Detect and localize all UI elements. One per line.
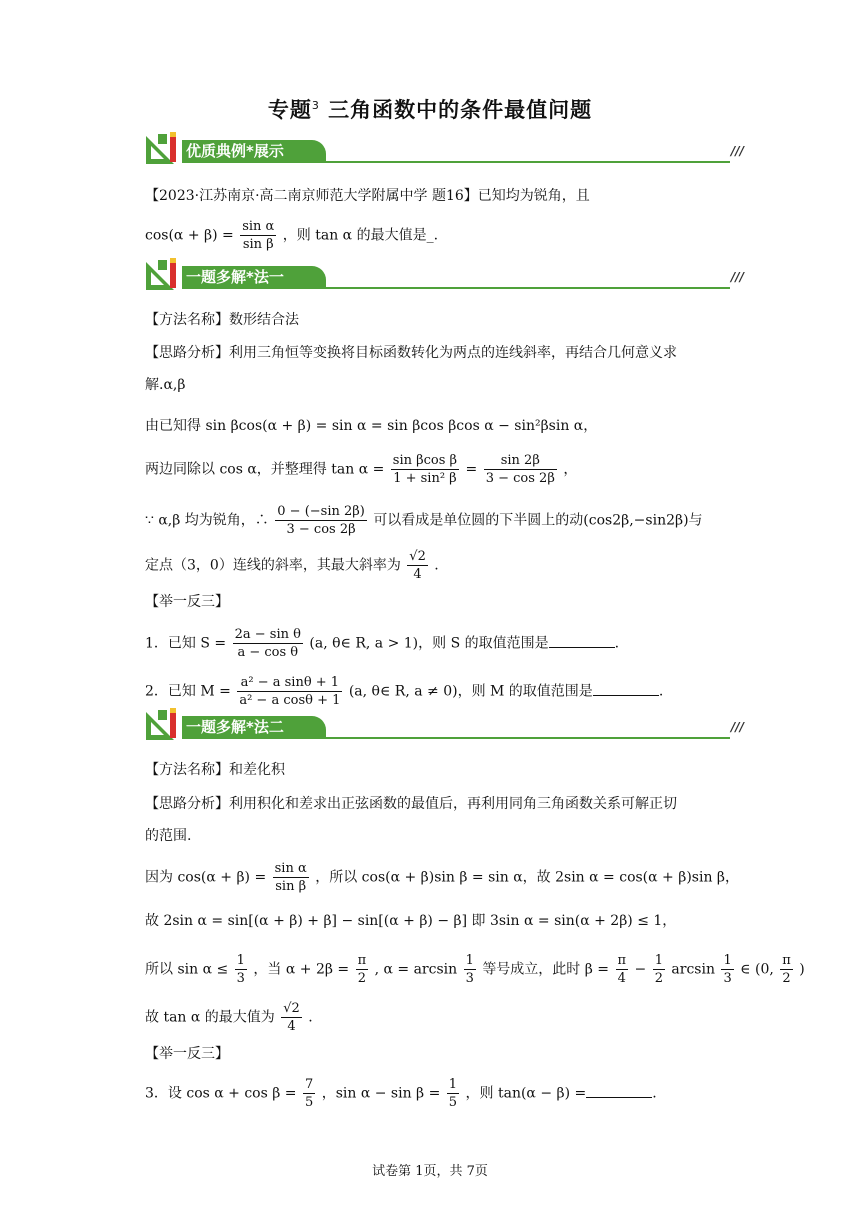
answer-blank[interactable]	[586, 1083, 652, 1098]
method1-analysis-cont: 解.α,β	[145, 377, 186, 393]
fraction: $\frac{1}{5}$	[448, 1077, 458, 1110]
fraction: $\frac{\text{sin α}}{\text{sin β}}$	[274, 861, 307, 894]
method2-step3: 所以 sin α ≤ $\frac{1}{3}$ ，当 α + 2β = $\frac{\pi}{2}$ , α = arcsin $\frac{1}{3}$ 等号成立，此时 β = $\frac{\pi}{4}$ − $\frac{1}{2}$ arcsin $\frac{1}{3}$ ∈ (0, $\frac{\pi}{2}$ )	[145, 953, 805, 986]
problem-condition: cos(α + β) = $\frac{\text{sin α}}{\text{sin β}}$ ，则 tan α 的最大值是_.	[145, 219, 439, 252]
fraction: $\frac{0 - (-\sin 2\beta)}{3 - \cos 2\beta}$	[277, 504, 365, 537]
question-3: 3．设 cos α + cos β = $\frac{7}{5}$ ，sin α − sin β = $\frac{1}{5}$ ，则 tan(α − β) = .	[145, 1077, 657, 1110]
fraction: $\frac{\text{sin βcos β}}{\text{1 + sin² β}}$	[392, 453, 458, 486]
fraction: $\frac{√2}{4}$	[283, 1001, 300, 1034]
fraction: $\frac{\pi}{2}$	[357, 953, 367, 986]
fraction: $\frac{1}{3}$	[236, 953, 245, 986]
problem-source: 【2023·江苏南京·高二南京师范大学附属中学 题16】已知均为锐角，且	[145, 188, 590, 204]
method2-analysis-cont: 的范围.	[145, 828, 192, 844]
method1-step4: 定点（3，0）连线的斜率，其最大斜率为 $\frac{√2}{4}$ .	[145, 549, 439, 582]
ruler-pencil-icon	[144, 130, 184, 166]
fraction: $\frac{\text{a² − a sinθ + 1}}{\text{a² − a cosθ + 1}}$	[239, 675, 341, 708]
banner-slash: ///	[730, 144, 744, 158]
section-banner-method2	[144, 706, 744, 746]
banner-slash: ///	[730, 270, 744, 284]
method1-step2: 两边同除以 cos α，并整理得 tan α = $\frac{\text{sin βcos β}}{\text{1 + sin² β}}$ = $\frac{\sin 2\beta}{3 - \cos 2\beta}$ ，	[145, 453, 578, 486]
banner-label: 一题多解*法二	[182, 716, 326, 738]
question-2: 2．已知 M = $\frac{\text{a² − a sinθ + 1}}{\text{a² − a cosθ + 1}}$ (a, θ∈ R, a ≠ 0)，则 M 的取值范围是 .	[145, 675, 664, 708]
banner-divider	[182, 287, 730, 289]
banner-divider	[182, 161, 730, 163]
method2-step1: 因为 cos(α + β) = $\frac{\text{sin α}}{\text{sin β}}$ ，所以 cos(α + β)sin β = sin α，故 2sin α = cos(α + β)sin β，	[145, 861, 740, 894]
fraction: $\frac{\pi}{4}$	[617, 953, 627, 986]
title-number: 3	[311, 99, 320, 112]
answer-blank[interactable]	[593, 681, 659, 696]
question-1: 1．已知 S = $\frac{\text{2a − sin θ}}{\text{a − cos θ}}$ (a, θ∈ R, a > 1)，则 S 的取值范围是 .	[145, 627, 620, 660]
fraction: $\frac{1}{2}$	[654, 953, 663, 986]
fraction: $\frac{\text{2a − sin θ}}{\text{a − cos θ}}$	[234, 627, 301, 660]
fraction: $\frac{7}{5}$	[304, 1077, 314, 1110]
ruler-pencil-icon	[144, 706, 184, 742]
fraction: $\frac{1}{3}$	[465, 953, 474, 986]
page-footer: 试卷第 1页，共 7页	[372, 1164, 488, 1179]
method2-analysis: 【思路分析】利用积化和差求出正弦函数的最值后，再利用同角三角函数关系可解正切	[145, 796, 677, 812]
fraction: $\frac{√2}{4}$	[409, 549, 426, 582]
banner-divider	[182, 737, 730, 739]
practice-heading-1: 【举一反三】	[145, 594, 229, 610]
method1-step3: ∵ α,β 均为锐角，∴ $\frac{0 - (-\sin 2\beta)}{3 - \cos 2\beta}$ 可以看成是单位圆的下半圆上的动(cos2β,−sin2β)与	[145, 504, 703, 537]
fraction: $\frac{\text{sin α}}{\text{sin β}}$	[242, 219, 275, 252]
title-text: 三角函数中的条件最值问题	[328, 98, 593, 122]
fraction: $\frac{1}{3}$	[723, 953, 732, 986]
section-banner-method1	[144, 256, 744, 296]
title-main: 专题	[267, 98, 312, 122]
practice-heading-2: 【举一反三】	[145, 1046, 229, 1062]
fraction: $\frac{\pi}{2}$	[782, 953, 791, 986]
answer-blank[interactable]	[549, 633, 615, 648]
fraction: $\frac{\sin 2\beta}{3 - \cos 2\beta}$	[485, 453, 555, 486]
ruler-pencil-icon	[144, 256, 184, 292]
banner-label: 一题多解*法一	[182, 266, 326, 288]
page-title	[0, 94, 860, 124]
banner-label: 优质典例*展示	[182, 140, 326, 162]
method2-step4: 故 tan α 的最大值为 $\frac{√2}{4}$ .	[145, 1001, 313, 1034]
method1-step1: 由已知得 sin βcos(α + β) = sin α = sin βcos βcos α − sin²βsin α，	[145, 418, 598, 434]
banner-slash: ///	[730, 720, 744, 734]
section-banner-example	[144, 130, 744, 170]
method2-name: 【方法名称】和差化积	[145, 762, 285, 778]
method2-step2: 故 2sin α = sin[(α + β) + β] − sin[(α + β) − β] 即 3sin α = sin(α + 2β) ≤ 1，	[145, 913, 677, 929]
method1-name: 【方法名称】数形结合法	[145, 312, 299, 328]
method1-analysis: 【思路分析】利用三角恒等变换将目标函数转化为两点的连线斜率，再结合几何意义求	[145, 345, 677, 361]
